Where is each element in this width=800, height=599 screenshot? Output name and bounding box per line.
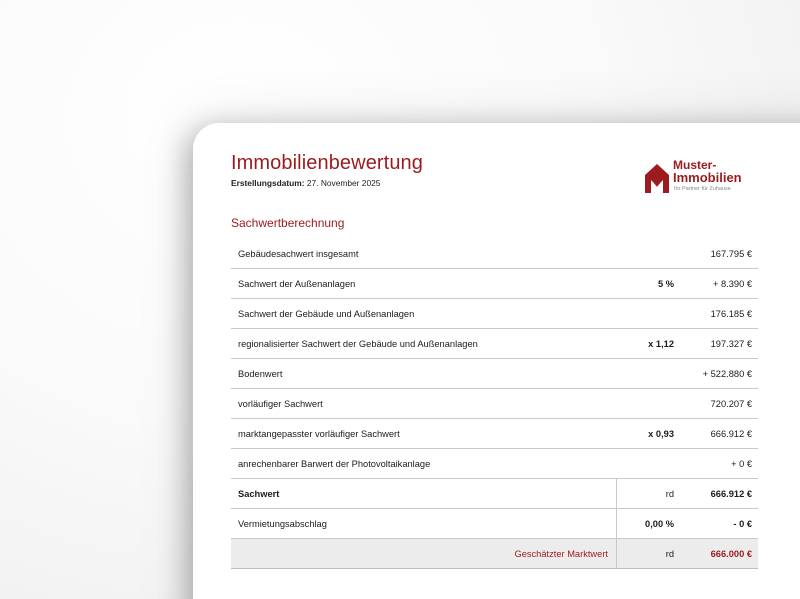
house-m-icon — [643, 161, 671, 195]
row-value: 167.795 € — [674, 239, 758, 269]
row-factor — [617, 449, 675, 479]
logo-line-2: Immobilien — [673, 170, 742, 185]
row-label: anrechenbarer Barwert der Photovoltaikanlage — [231, 449, 617, 479]
table-row — [231, 299, 758, 329]
logo-tagline: Ihr Partner für Zuhause — [674, 186, 731, 192]
row-label: Sachwert — [231, 479, 617, 509]
table-row — [231, 479, 758, 509]
row-factor — [617, 359, 675, 389]
row-factor: x 1,12 — [617, 329, 675, 359]
row-factor — [617, 239, 675, 269]
row-factor: x 0,93 — [617, 419, 675, 449]
market-value-amount: 666.000 € — [674, 539, 758, 569]
row-label: vorläufiger Sachwert — [231, 389, 617, 419]
table-row — [231, 509, 758, 539]
company-logo — [643, 159, 757, 199]
row-label: Bodenwert — [231, 359, 617, 389]
logo-line-1: Muster- — [673, 158, 717, 172]
row-value: 666.912 € — [674, 479, 758, 509]
row-value: 197.327 € — [674, 329, 758, 359]
row-value: - 0 € — [674, 509, 758, 539]
row-label: Sachwert der Gebäude und Außenanlagen — [231, 299, 617, 329]
table-row — [231, 269, 758, 299]
row-value: + 522.880 € — [674, 359, 758, 389]
table-row — [231, 239, 758, 269]
table-row — [231, 449, 758, 479]
row-label: regionalisierter Sachwert der Gebäude und Außenanlagen — [231, 329, 617, 359]
creation-date — [231, 178, 380, 188]
table-row — [231, 389, 758, 419]
market-value-label: Geschätzter Marktwert — [231, 539, 617, 569]
row-factor: 5 % — [617, 269, 675, 299]
section-title: Sachwertberechnung — [231, 216, 345, 230]
row-value: + 8.390 € — [674, 269, 758, 299]
market-value-rounding: rd — [617, 539, 675, 569]
document-title: Immobilienbewertung — [231, 152, 423, 174]
row-label: Gebäudesachwert insgesamt — [231, 239, 617, 269]
table-row — [231, 359, 758, 389]
row-factor: 0,00 % — [617, 509, 675, 539]
row-value: + 0 € — [674, 449, 758, 479]
row-value: 176.185 € — [674, 299, 758, 329]
row-value: 666.912 € — [674, 419, 758, 449]
report-page — [193, 123, 800, 599]
row-label: marktangepasster vorläufiger Sachwert — [231, 419, 617, 449]
table-row — [231, 329, 758, 359]
row-factor — [617, 299, 675, 329]
creation-date-label: Erstellungsdatum: — [231, 178, 305, 188]
valuation-table — [231, 239, 758, 569]
row-label: Vermietungsabschlag — [231, 509, 617, 539]
row-factor: rd — [617, 479, 675, 509]
table-row — [231, 419, 758, 449]
row-factor — [617, 389, 675, 419]
creation-date-value: 27. November 2025 — [306, 178, 381, 188]
market-value-row — [231, 539, 758, 569]
row-label: Sachwert der Außenanlagen — [231, 269, 617, 299]
row-value: 720.207 € — [674, 389, 758, 419]
logo-wordmark — [673, 159, 742, 185]
